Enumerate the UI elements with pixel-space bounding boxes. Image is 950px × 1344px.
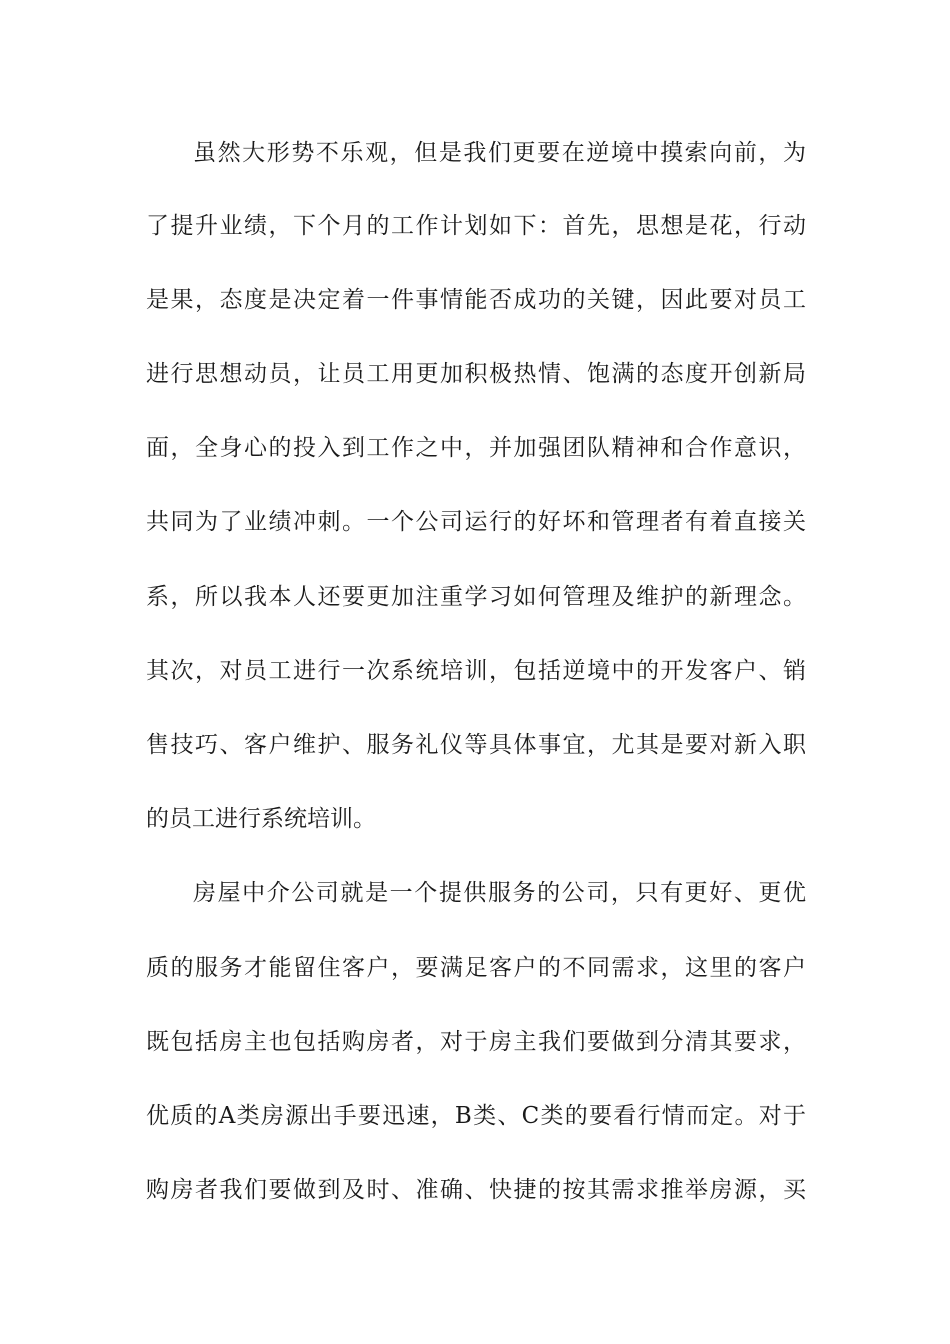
paragraph-line: 既包括房主也包括购房者，对于房主我们要做到分清其要求， [146, 1029, 806, 1055]
paragraph-line: 面，全身心的投入到工作之中，并加强团队精神和合作意识， [146, 435, 806, 461]
paragraph-line: 了提升业绩，下个月的工作计划如下：首先，思想是花，行动 [146, 213, 806, 239]
paragraph-line: 房屋中介公司就是一个提供服务的公司，只有更好、更优 [193, 880, 806, 906]
paragraph-line: 售技巧、客户维护、服务礼仪等具体事宜，尤其是要对新入职 [146, 732, 806, 758]
paragraph-line: 系，所以我本人还要更加注重学习如何管理及维护的新理念。 [146, 584, 806, 610]
paragraph-line: 共同为了业绩冲刺。一个公司运行的好坏和管理者有着直接关 [146, 509, 806, 535]
paragraph-line: 进行思想动员，让员工用更加积极热情、饱满的态度开创新局 [146, 361, 806, 387]
paragraph-line: 质的服务才能留住客户，要满足客户的不同需求，这里的客户 [146, 955, 806, 981]
paragraph-line: 是果，态度是决定着一件事情能否成功的关键，因此要对员工 [146, 287, 806, 313]
paragraph-line: 虽然大形势不乐观，但是我们更要在逆境中摸索向前，为 [193, 140, 806, 166]
paragraph-line: 优质的A类房源出手要迅速，B类、C类的要看行情而定。对于 [146, 1103, 806, 1129]
paragraph-line: 的员工进行系统培训。 [146, 806, 376, 832]
paragraph-line: 其次，对员工进行一次系统培训，包括逆境中的开发客户、销 [146, 658, 806, 684]
paragraph-line: 购房者我们要做到及时、准确、快捷的按其需求推举房源，买 [146, 1177, 806, 1203]
